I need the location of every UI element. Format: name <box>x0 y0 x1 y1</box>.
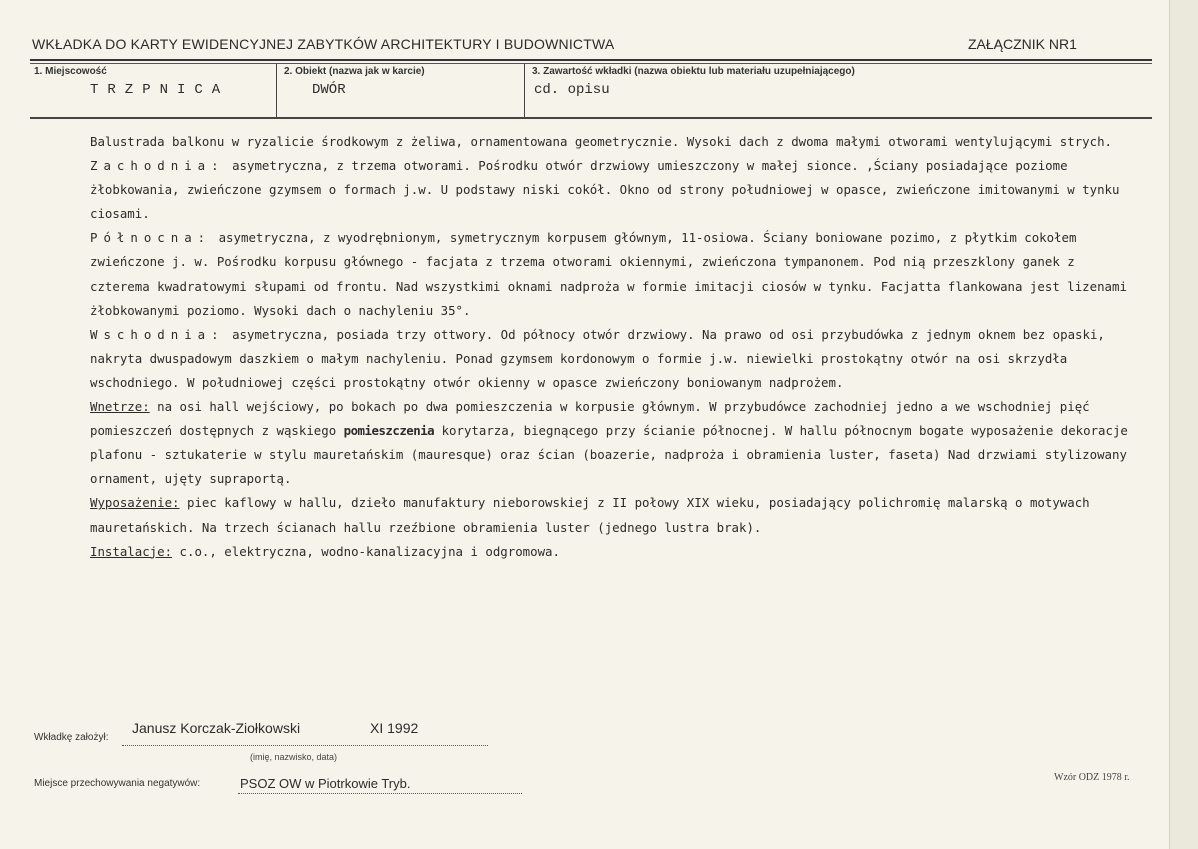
content-value: cd. opisu <box>534 82 610 98</box>
interior-text-b: korytarza, biegnącego przy ścianie północnej. W hallu północnym bogate wyposażenie dekoracje plafonu - sztukaterie w stylu mauretańskim (mauresque) oraz ścian (boazerie, nadproża i obramienia luster, faseta) Nad drzwiami stylizowany ornament, ujęty supraportą. <box>90 423 1128 487</box>
author-caption: (imię, nazwisko, data) <box>250 752 338 762</box>
field-divider-1 <box>276 64 277 118</box>
author-date: XI 1992 <box>370 720 419 736</box>
east-text: asymetryczna, posiada trzy ottwory. Od północy otwór drzwiowy. Na prawo od osi przybudówka z jednym oknem bez opaski, nakryta dwuspadowym daszkiem o małym nachyleniu. Ponad gzymsem kordonowym o formie j.w. niewielki prostokątny otwór na osi skrzydła wschodniego. W południowej części prostokątny otwór okienny w opasce zwieńczony boniowanym nadprożem. <box>90 326 1105 390</box>
north-heading: Północna: <box>90 230 212 246</box>
interior-text-a: na osi hall wejściowy, po bokach po dwa pomieszczenia w korpusie głównym. W przybudówce zachodniej jedno a we wschodniej pięć pomieszczeń dostępnych z wąskiego <box>90 399 1090 439</box>
header-bottom-rule <box>30 117 1152 119</box>
content-label: 3. Zawartość wkładki (nazwa obiektu lub materiału uzupełniającego) <box>532 66 855 77</box>
installations-heading: Instalacje: <box>90 543 173 559</box>
card-title: WKŁADKA DO KARTY EWIDENCYJNEJ ZABYTKÓW ARCHITEKTURY I BUDOWNICTWA <box>32 36 615 52</box>
west-text: asymetryczna, z trzema otworami. Pośrodku otwór drzwiowy umieszczony w małej sionce. ‚Ściany posiadające poziome żłobkowania, zwieńczone gzymsem o formach j.w. U podstawy niski cokół. Okno od strony południowej w opasce, zwieńczone imitowanymi w tynku ciosami. <box>90 158 1120 222</box>
description-text <box>90 130 1140 564</box>
paragraph-east <box>90 323 1140 395</box>
form-code: Wzór ODZ 1978 r. <box>1054 772 1130 783</box>
installations-text: c.o., elektryczna, wodno-kanalizacyjna i odgromowa. <box>172 543 560 559</box>
interior-heading: Wnetrze: <box>90 399 150 415</box>
interior-struck-word: pomieszczenia <box>343 423 435 439</box>
author-name: Janusz Korczak-Ziołkowski <box>132 720 301 736</box>
equipment-heading: Wyposażenie: <box>90 495 180 511</box>
author-label: Wkładkę założył: <box>34 732 109 743</box>
storage-dotted-line <box>238 793 522 794</box>
paragraph-installations <box>90 540 1140 564</box>
locality-label: 1. Miejscowość <box>34 66 107 77</box>
card-edge <box>1169 0 1198 849</box>
west-heading: Zachodnia: <box>90 158 225 174</box>
field-divider-2 <box>524 64 525 118</box>
paragraph-interior <box>90 395 1140 491</box>
storage-label: Miejsce przechowywania negatywów: <box>34 778 201 789</box>
author-dotted-line <box>122 745 488 746</box>
object-label: 2. Obiekt (nazwa jak w karcie) <box>284 66 425 77</box>
top-rule <box>30 59 1152 61</box>
top-rule-inner <box>30 63 1152 64</box>
north-text: asymetryczna, z wyodrębnionym, symetrycznym korpusem głównym, 11-osiowa. Ściany boniowane pozimo, z płytkim cokołem zwieńczone j. w. Pośrodku korpusu głównego - facjata z trzema otworami okiennymi, zwieńczona tympanonem. Pod nią przeszklony ganek z czterema kwadratowymi słupami od frontu. Nad wszystkimi oknami nadproża w formie imitacji ciosów w tynku. Facjatta flankowana jest lizenami żłobkowanymi poziomo. Wysoki dach o nachyleniu 35°. <box>90 230 1127 318</box>
equipment-text: piec kaflowy w hallu, dzieło manufaktury nieborowskiej z II połowy XIX wieku, posiadający polichromię malarską o motywach mauretańskich. Na trzech ścianach hallu rzeźbione obramienia luster (jednego lustra brak). <box>90 495 1090 535</box>
paragraph-balustrade: Balustrada balkonu w ryzalicie środkowym z żeliwa, ornamentowana geometrycznie. Wysoki dach z dwoma małymi otworami wentylującymi strych. <box>90 134 1112 149</box>
annex-label: ZAŁĄCZNIK NR1 <box>968 36 1077 52</box>
storage-value: PSOZ OW w Piotrkowie Tryb. <box>240 776 411 791</box>
paragraph-equipment <box>90 491 1140 539</box>
object-value: DWÓR <box>312 82 346 98</box>
east-heading: Wschodnia: <box>90 326 225 342</box>
paragraph-west <box>90 154 1140 226</box>
locality-value: TRZPNICA <box>90 82 230 98</box>
paragraph-north <box>90 226 1140 322</box>
